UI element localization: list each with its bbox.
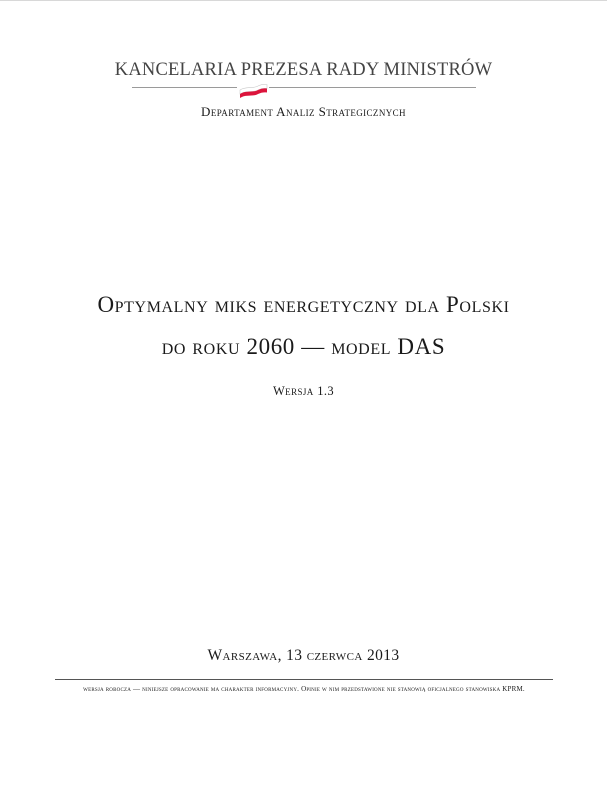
footer-divider	[55, 679, 553, 680]
footer-disclaimer: wersja robocza — niniejsze opracowanie ma charakter informacyjny. Opinie w nim przedstawione nie stanowią oficjalnego stanowiska KPRM.	[83, 685, 525, 693]
document-version: Wersja 1.3	[272, 384, 335, 398]
document-title-line-1: Optymalny miks energetyczny dla Polski	[97, 292, 510, 317]
page-top-border	[0, 0, 607, 1]
document-title-line-2: do roku 2060 — model DAS	[161, 334, 446, 359]
institution-name: KANCELARIA PREZESA RADY MINISTRÓW	[114, 60, 493, 80]
place-and-date: Warszawa, 13 czerwca 2013	[207, 647, 400, 664]
polish-flag-emblem-icon	[237, 80, 269, 102]
header-divider	[132, 87, 476, 88]
department-name: Departament Analiz Strategicznych	[201, 104, 406, 119]
